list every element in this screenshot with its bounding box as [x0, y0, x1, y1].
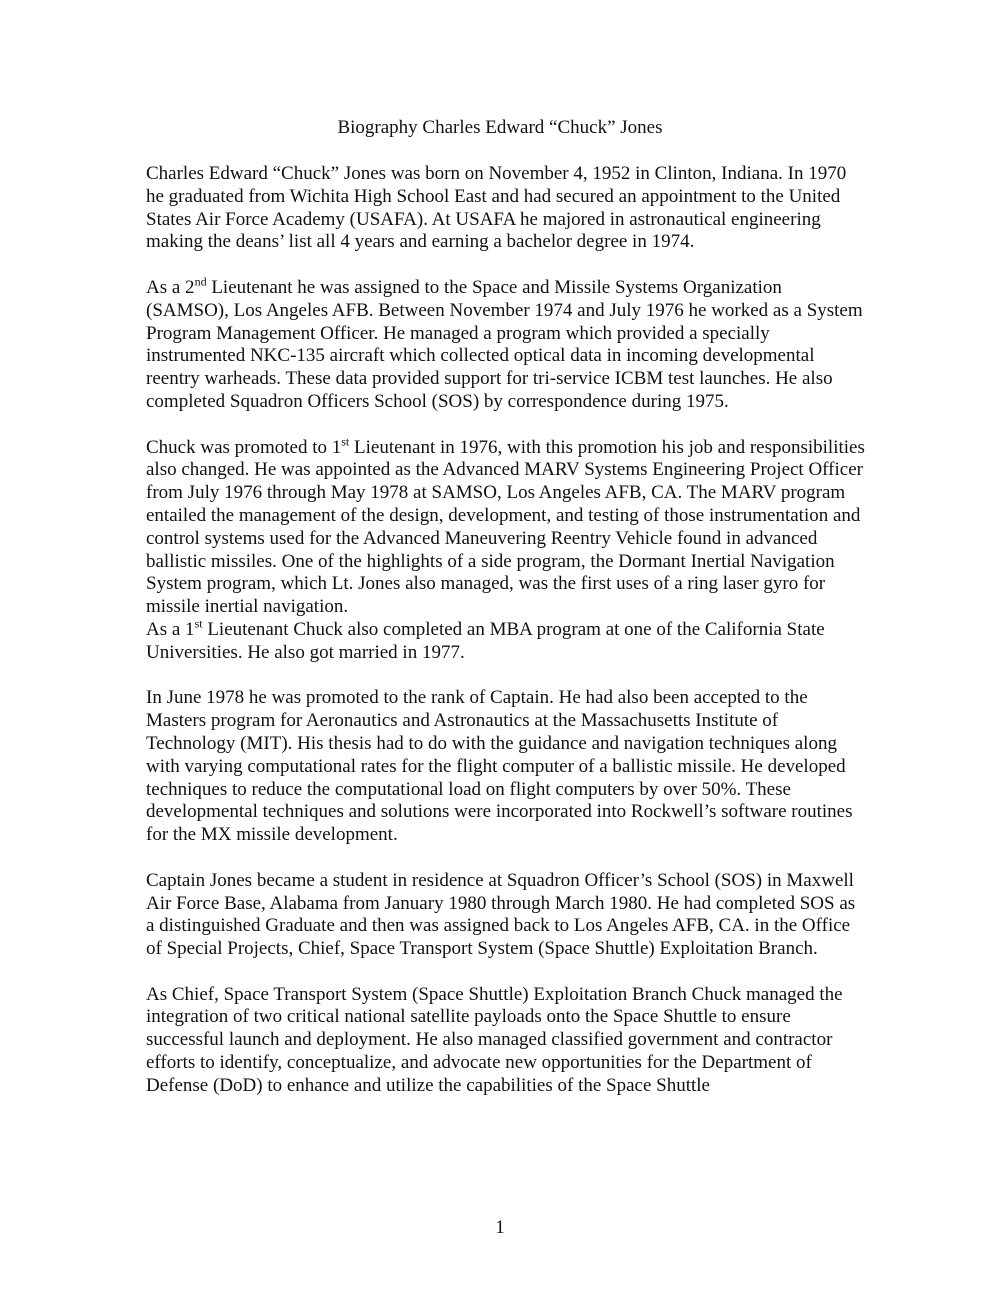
document-body — [146, 163, 866, 1098]
paragraph-gap — [146, 254, 866, 277]
paragraph-text-start: As a 1 — [146, 618, 195, 640]
paragraph-squadron-officer-school: Captain Jones became a student in residence at Squadron Officer’s School (SOS) in Maxwell Air Force Base, Alabama from January 1980 through March 1980. He had completed SOS as a distinguished Graduate and then was assigned back to Los Angeles AFB, CA. in the Office of Special Projects, Chief, Space Transport System (Space Shuttle) Exploitation Branch. — [146, 869, 856, 960]
paragraph-text-rest: Lieutenant Chuck also completed an MBA program at one of the California State Universities. He also got married in 1977. — [146, 618, 825, 663]
paragraph-gap — [146, 414, 866, 437]
paragraph-gap — [146, 961, 866, 984]
paragraph-text-rest: Lieutenant in 1976, with this promotion his job and responsibilities also changed. He was appointed as the Advanced MARV Systems Engineering Project Officer from July 1976 through May 1978 at SAMSO, Los Angeles AFB, CA. The MARV program entailed the management of the design, development, and testing of those instrumentation and control systems used for the Advanced Maneuvering Reentry Vehicle found in advanced ballistic missiles. One of the highlights of a side program, the Dormant Inertial Navigation System program, which Lt. Jones also managed, was the first uses of a ring laser gyro for missile inertial navigation. — [146, 436, 865, 618]
paragraph-text-start: Chuck was promoted to 1 — [146, 436, 342, 458]
paragraph-text-start: As a 2 — [146, 276, 195, 298]
ordinal-superscript: st — [341, 434, 350, 449]
ordinal-superscript: nd — [194, 274, 207, 289]
paragraph-space-shuttle: As Chief, Space Transport System (Space Shuttle) Exploitation Branch Chuck managed the integration of two critical national satellite payloads onto the Space Shuttle to ensure successful launch and deployment. He also managed classified government and contractor efforts to identify, conceptualize, and advocate new opportunities for the Department of Defense (DoD) to enhance and utilize the capabilities of the Space Shuttle — [146, 983, 843, 1096]
paragraph-captain-mit: In June 1978 he was promoted to the rank of Captain. He had also been accepted to the Masters program for Aeronautics and Astronautics at the Massachusetts Institute of Technology (MIT). His thesis had to do with the guidance and navigation techniques along with varying computational rates for the flight computer of a ballistic missile. He developed techniques to reduce the computational load on flight computers by over 50%. These developmental techniques and solutions were incorporated into Rockwell’s software routines for the MX missile development. — [146, 687, 853, 846]
paragraph-birth-education: Charles Edward “Chuck” Jones was born on November 4, 1952 in Clinton, Indiana. In 1970 he graduated from Wichita High School East and had secured an appointment to the United States Air Force Academy (USAFA). At USAFA he majored in astronautical engineering making the deans’ list all 4 years and earning a bachelor degree in 1974. — [146, 163, 847, 253]
page-number: 1 — [495, 1217, 505, 1238]
paragraph-gap — [146, 665, 866, 688]
ordinal-superscript: st — [194, 616, 203, 631]
paragraph-first-lieutenant — [146, 434, 866, 619]
paragraph-gap — [146, 847, 866, 870]
paragraph-text-rest: Lieutenant he was assigned to the Space and Missile Systems Organization (SAMSO), Los Angeles AFB. Between November 1974 and July 1976 he worked as a System Program Management Officer. He managed a program which provided a specially instrumented NKC-135 aircraft which collected optical data in incoming developmental reentry warheads. These data provided support for tri-service ICBM test launches. He also completed Squadron Officers School (SOS) by correspondence during 1975. — [146, 276, 863, 412]
paragraph-second-lieutenant — [146, 274, 866, 414]
document-title: Biography Charles Edward “Chuck” Jones — [337, 117, 663, 138]
paragraph-mba — [146, 616, 866, 665]
